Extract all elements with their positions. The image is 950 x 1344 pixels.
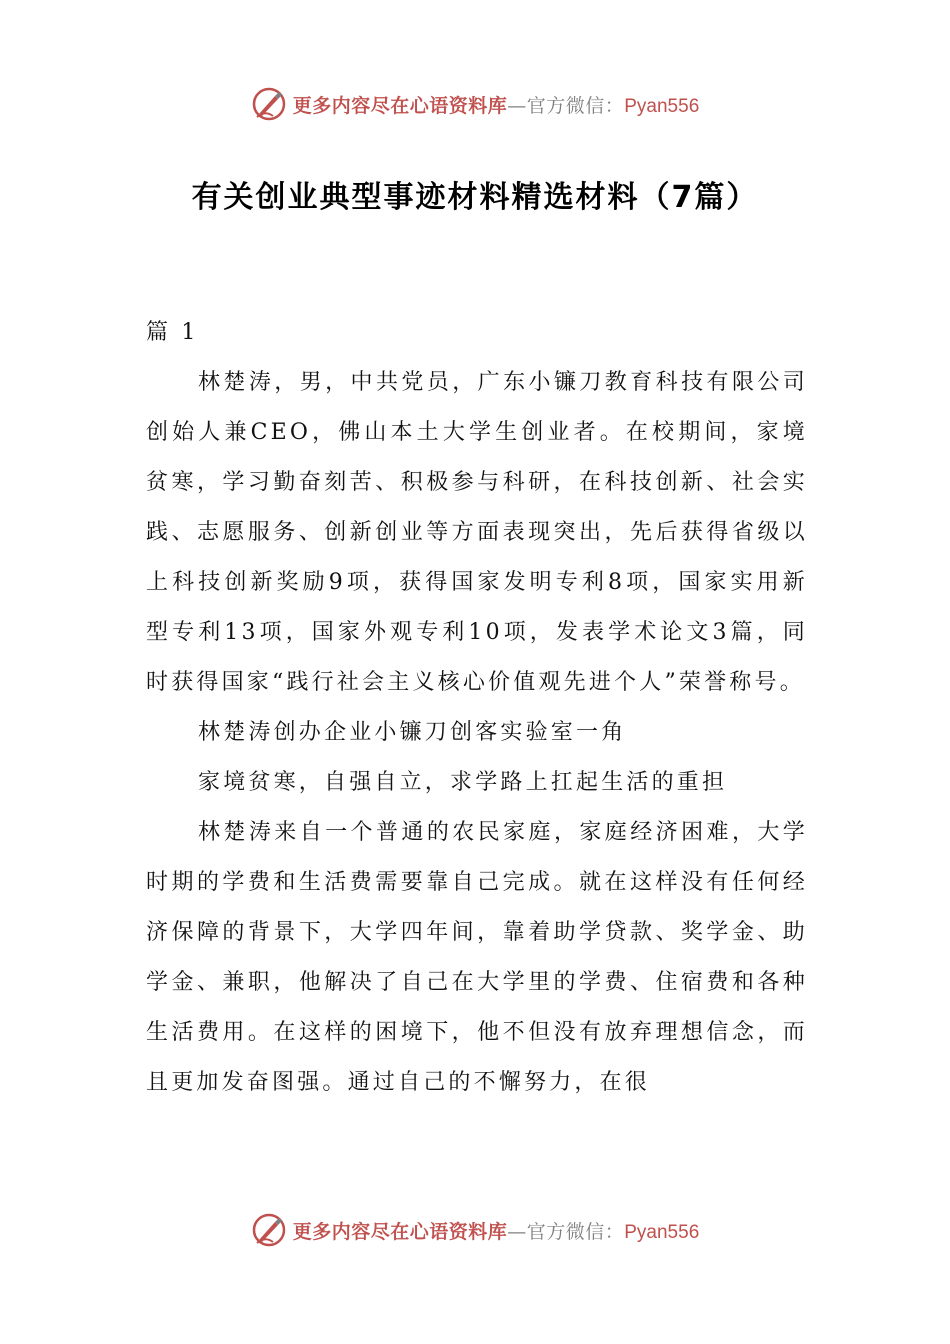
footer-banner-main: 更多内容尽在心语资料库 bbox=[292, 1220, 508, 1243]
paragraph-subheading: 家境贫寒，自强自立，求学路上扛起生活的重担 bbox=[198, 770, 728, 795]
paragraph-intro: 林楚涛，男，中共党员，广东小镰刀教育科技有限公司创始人兼CEO，佛山本土大学生创业者。在校期间，家境贫寒，学习勤奋刻苦、积极参与科研，在科技创新、社会实践、志愿服务、创新创业等方面表现突出，先后获得省级以上科技创新奖励9项，获得国家发明专利8项，国家实用新型专利13项，国家外观专利10项，发表学术论文3篇，同时获得国家“践行社会主义核心价值观先进个人”荣誉称号。 bbox=[146, 370, 808, 695]
footer-banner-code: Pyan556 bbox=[624, 1221, 700, 1243]
paragraph-photo-caption: 林楚涛创办企业小镰刀创客实验室一角 bbox=[198, 720, 627, 745]
footer-banner bbox=[0, 1208, 950, 1252]
document-title: 有关创业典型事迹材料精选材料（7篇） bbox=[191, 180, 759, 215]
footer-banner-text bbox=[293, 1217, 700, 1244]
header-banner-text bbox=[293, 91, 700, 118]
paragraph-background: 林楚涛来自一个普通的农民家庭，家庭经济困难，大学时期的学费和生活费需要靠自己完成。就在这样没有任何经济保障的背景下，大学四年间，靠着助学贷款、奖学金、助学金、兼职，他解决了自己在大学里的学费、住宿费和各种生活费用。在这样的困境下，他不但没有放弃理想信念，而且更加发奋图强。通过自己的不懈努力，在很 bbox=[146, 820, 808, 1095]
section-label: 篇 1 bbox=[146, 320, 199, 345]
header-banner-code: Pyan556 bbox=[624, 95, 700, 117]
header-banner-separator: —官方微信： bbox=[507, 94, 625, 117]
pen-logo-icon bbox=[251, 1212, 287, 1248]
footer-banner-separator: —官方微信： bbox=[507, 1220, 625, 1243]
header-banner bbox=[0, 82, 950, 126]
document-body bbox=[146, 308, 808, 1108]
pen-logo-icon bbox=[251, 86, 287, 122]
header-banner-main: 更多内容尽在心语资料库 bbox=[292, 94, 508, 117]
